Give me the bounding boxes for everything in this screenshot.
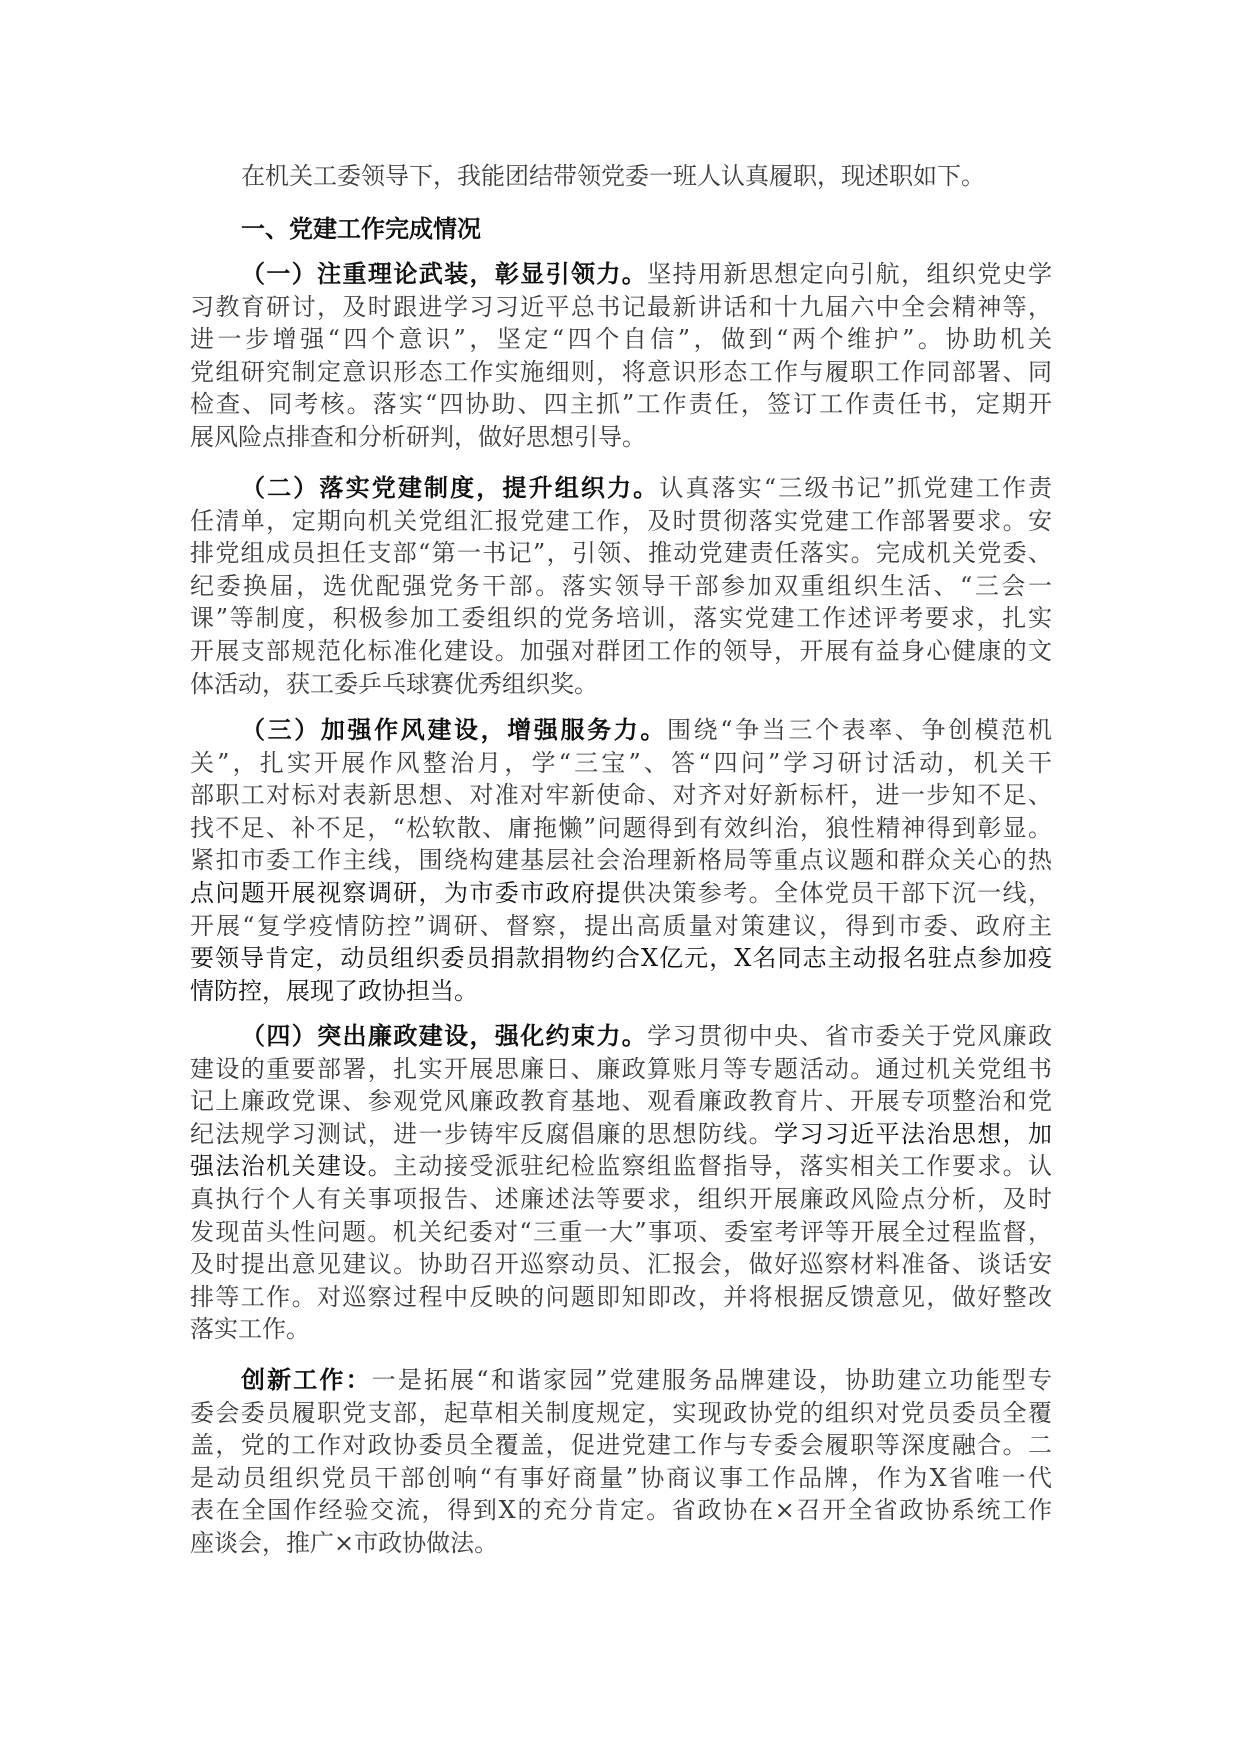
text-line (190, 975, 1052, 1008)
body-text: 排党组成员担任支部“第一书记”，引领、推动党建责任落实。完成机关党委、 (190, 539, 1052, 568)
text-line (190, 323, 1052, 356)
body-text: 紧扣市委工作主线，围绕构建基层社会治理新格局等重点议题和群众关心的热 (190, 846, 1052, 875)
text-line (190, 505, 1052, 538)
body-text: 是动员组织党员干部创响“有事好商量”协商议事工作品牌，作为X省唯一代 (190, 1463, 1052, 1492)
body-text: 盖，党的工作对政协委员全覆盖，促进党建工作与专委会履职等深度融合。二 (190, 1431, 1052, 1460)
text-line (190, 1020, 1052, 1053)
body-text: 强法治机关建设。 (190, 1152, 394, 1181)
text-line (190, 570, 1052, 603)
text-line (190, 537, 1052, 570)
body-text: 围绕“争当三个表率、争创模范机 (666, 716, 1052, 744)
body-text: 任清单，定期向机关党组汇报党建工作，及时贯彻落实党建工作部署要求。安 (190, 506, 1052, 535)
text-line (190, 635, 1052, 668)
bold-lead-text: （一）注重理论武装，彰显引领力。 (241, 259, 648, 288)
bold-lead-text: 创新工作： (241, 1365, 372, 1394)
body-text: 座谈会，推广×市政协做法。 (190, 1528, 499, 1557)
text-line (190, 942, 1052, 975)
text-line (190, 1397, 1052, 1430)
body-text: 点问题开展视察调研，为市委市政府提 (190, 878, 622, 907)
text-line (190, 910, 1052, 943)
paragraph-system (190, 472, 1052, 700)
body-text: 部职工对标对表新思想、对准对牢新使命、对齐对好新标杆，进一步知不足、 (190, 781, 1052, 810)
body-text: 供决策参考。全体党员干部下沉一线， (621, 878, 1053, 907)
bold-lead-text: （三）加强作风建设，增强服务力。 (241, 715, 667, 744)
text-line (190, 812, 1052, 845)
body-text: 纪法规学习测试，进一步铸牢反腐倡廉的思想防线。 (190, 1119, 775, 1148)
paragraph-innovation (190, 1364, 1052, 1560)
text-line (190, 213, 1052, 246)
body-text: 要领导肯定，动员组织委员捐款捐物约合X亿元，X名同志主动报名驻点参加疫 (190, 944, 1052, 973)
body-text: 表在全国作经验交流，得到X的充分肯定。省政协在×召开全省政协系统工作 (190, 1496, 1052, 1525)
text-line (190, 388, 1052, 421)
body-text: 找不足、补不足，“松软散、庸拖懒”问题得到有效纠治，狼性精神得到彰显。 (190, 813, 1052, 842)
body-text: 进一步增强“四个意识”，坚定“四个自信”，做到“两个维护”。协助机关 (190, 325, 1052, 354)
text-line (190, 1429, 1052, 1462)
text-line (190, 291, 1052, 324)
text-line (190, 1216, 1052, 1249)
text-line (190, 1527, 1052, 1560)
bold-lead-text: （四）突出廉政建设，强化约束力。 (241, 1021, 648, 1050)
text-line (190, 668, 1052, 701)
body-text: 党组研究制定意识形态工作实施细则，将意识形态工作与履职工作同部署、同 (190, 357, 1052, 386)
body-text: 课”等制度，积极参加工委组织的党务培训，落实党建工作述评考要求，扎实 (190, 604, 1052, 633)
body-text: 主动接受派驻纪检监察组监督指导，落实相关工作要求。认 (393, 1152, 1053, 1181)
text-line (190, 1183, 1052, 1216)
body-text: 建设的重要部署，扎实开展思廉日、廉政算账月等专题活动。通过机关党组书 (190, 1054, 1052, 1083)
body-text: 排等工作。对巡察过程中反映的问题即知即改，并将根据反馈意见，做好整改 (190, 1282, 1052, 1311)
text-line (190, 160, 1052, 193)
bold-lead-text: 一、党建工作完成情况 (241, 214, 481, 243)
body-text: 检查、同考核。落实“四协助、四主抓”工作责任，签订工作责任书，定期开 (190, 390, 1052, 419)
body-text: 体活动，获工委乒乓球赛优秀组织奖。 (190, 669, 598, 698)
body-text: 开展支部规范化标准化建设。加强对群团工作的领导，开展有益身心健康的文 (190, 636, 1052, 665)
body-text: 一是拓展“和谐家园”党建服务品牌建设，协助建立功能型专 (371, 1366, 1052, 1394)
text-line (190, 356, 1052, 389)
text-line (190, 1364, 1052, 1397)
intro-paragraph (190, 160, 1052, 193)
body-text: 习教育研讨，及时跟进学习习近平总书记最新讲话和十九届六中全会精神等， (190, 292, 1052, 321)
body-text: 开展“复学疫情防控”调研、督察，提出高质量对策建议，得到市委、政府主 (190, 911, 1052, 940)
text-line (190, 779, 1052, 812)
text-line (190, 714, 1052, 747)
body-text: 记上廉政党课、参观党风廉政教育基地、观看廉政教育片、开展专项整治和党 (190, 1087, 1052, 1116)
text-line (190, 1085, 1052, 1118)
text-line (190, 1494, 1052, 1527)
body-text: 认真落实“三级书记”抓党建工作责 (659, 474, 1053, 502)
body-text: 情防控，展现了政协担当。 (190, 976, 478, 1005)
text-line (190, 877, 1052, 910)
text-line (190, 747, 1052, 780)
text-line (190, 472, 1052, 505)
body-text: 委会委员履职党支部，起草相关制度规定，实现政协党的组织对党员委员全覆 (190, 1398, 1052, 1427)
body-text: 落实工作。 (190, 1315, 310, 1344)
paragraph-integrity (190, 1020, 1052, 1346)
text-line (190, 1313, 1052, 1346)
bold-lead-text: （二）落实党建制度，提升组织力。 (241, 473, 660, 502)
paragraph-theory (190, 258, 1052, 454)
text-line (190, 602, 1052, 635)
text-line (190, 1150, 1052, 1183)
body-text: 纪委换届，选优配强党务干部。落实领导干部参加双重组织生活、“三会一 (190, 571, 1052, 600)
body-text: 及时提出意见建议。协助召开巡察动员、汇报会，做好巡察材料准备、谈话安 (190, 1250, 1052, 1279)
body-text: 学习习近平法治思想，加 (774, 1119, 1053, 1148)
body-text: 学习贯彻中央、省市委关于党风廉政 (647, 1022, 1053, 1050)
text-line (190, 1248, 1052, 1281)
body-text: 真执行个人有关事项报告、述廉述法等要求，组织开展廉政风险点分析，及时 (190, 1184, 1052, 1213)
body-text: 展风险点排查和分析研判，做好思想引导。 (190, 422, 646, 451)
text-line (190, 1118, 1052, 1151)
text-line (190, 844, 1052, 877)
text-line (190, 421, 1052, 454)
body-text: 在机关工委领导下，我能团结带领党委一班人认真履职，现述职如下。 (241, 162, 985, 190)
section-heading (190, 213, 1052, 246)
paragraph-style (190, 714, 1052, 1007)
text-line (190, 258, 1052, 291)
body-text: 关”，扎实开展作风整治月，学“三宝”、答“四问”学习研讨活动，机关干 (190, 748, 1052, 777)
body-text: 坚持用新思想定向引航，组织党史学 (647, 260, 1053, 288)
text-line (190, 1053, 1052, 1086)
body-text: 发现苗头性问题。机关纪委对“三重一大”事项、委室考评等开展全过程监督， (190, 1217, 1052, 1246)
text-line (190, 1462, 1052, 1495)
text-line (190, 1281, 1052, 1314)
